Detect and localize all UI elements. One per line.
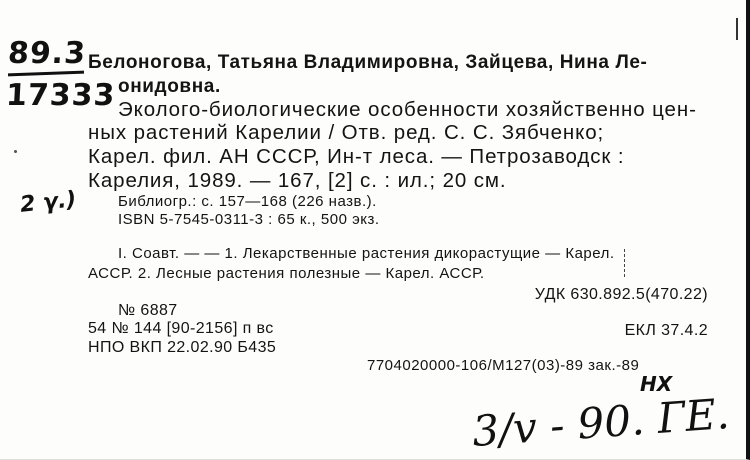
- subject-headings-line2: АССР. 2. Лесные растения полезные — Карел. АССР.: [88, 265, 485, 282]
- shelf-mark-underline: [8, 71, 84, 77]
- order-line: 54 № 144 [90-2156] п вс: [88, 320, 274, 337]
- handwritten-margin-note: 2 γ.): [18, 187, 78, 218]
- udk-classification: УДК 630.892.5(470.22): [534, 286, 708, 303]
- isbn-line: ISBN 5-7545-0311-3 : 65 к., 500 экз.: [118, 211, 380, 228]
- subject-headings-line1: I. Соавт. — — 1. Лекарственные растения дикорастущие — Карел.: [118, 245, 615, 262]
- title-line2: ных растений Карелии / Отв. ред. С. С. Зябченко;: [88, 121, 605, 144]
- publication-code: 7704020000-106/М127(03)-89 зак.-89: [367, 357, 640, 374]
- corner-mark: [736, 18, 738, 40]
- title-line3: Карел. фил. АН СССР, Ин-т леса. — Петрозаводск :: [88, 145, 625, 168]
- bibliography-note: Библиогр.: с. 157—168 (226 назв.).: [118, 193, 377, 210]
- shelf-mark-top: 89.3: [6, 36, 88, 71]
- author-heading-line1: Белоногова, Татьяна Владимировна, Зайцева, Нина Ле-: [88, 52, 648, 73]
- ekl-classification: ЕКЛ 37.4.2: [624, 322, 708, 339]
- card-number: № 6887: [118, 302, 178, 319]
- author-heading-line2: онидовна.: [118, 76, 221, 97]
- title-line1: Эколого-биологические особенности хозяйственно цен-: [118, 98, 697, 121]
- handwritten-bottom-note: 3/v - 90. ГЕ.: [470, 389, 731, 456]
- ink-dot: [14, 150, 17, 153]
- shelf-mark-bottom: 17333: [5, 78, 117, 113]
- handwritten-mark: НХ: [640, 372, 673, 396]
- title-line4: Карелия, 1989. — 167, [2] с. : ил.; 20 см.: [88, 169, 507, 192]
- dashed-mark: [624, 249, 625, 277]
- printer-line: НПО ВКП 22.02.90 Б435: [88, 339, 277, 356]
